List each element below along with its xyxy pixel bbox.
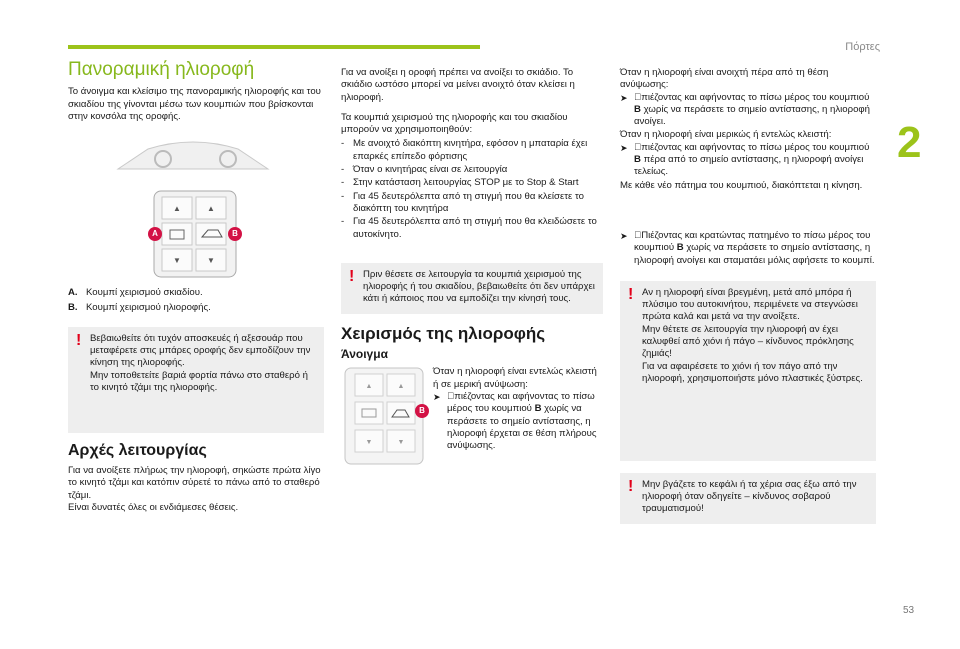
definition-text: Κουμπί χειρισμού σκιαδίου. <box>86 287 203 299</box>
arrow-icon: ➤ <box>620 92 628 103</box>
conditions-list <box>341 138 603 240</box>
warning-box <box>620 281 876 461</box>
button-ref: B <box>634 103 641 115</box>
svg-text:▼: ▼ <box>173 256 181 266</box>
warning-icon: ! <box>628 477 634 495</box>
svg-text:▲: ▲ <box>365 383 373 391</box>
warning-text: Αν η ηλιοροφή είναι βρεγμένη, μετά από μπόρα ή πλύσιμο του αυτοκινήτου, περιμένετε να στεγνώσει πρώτα καλά και μετά να την ανοίξετε. Μην θέτετε σε λειτουργία την ηλιοροφή αν έχει καλυφθεί από χιόνι ή πάγο – κίνδυνος πρόκλησης ζημιάς! Για να αφαιρέσετε το χιόνι ή τον πάγο από την ηλιοροφή, χρησιμοποιήστε μόνο πλαστικές ξύστρες. <box>642 286 863 384</box>
svg-text:▲: ▲ <box>173 204 181 214</box>
header-bar <box>68 45 480 49</box>
console-drawing <box>68 131 324 281</box>
warning-box <box>341 263 603 314</box>
warning-icon: ! <box>76 331 82 349</box>
intro-text: Το άνοιγμα και κλείσιμο της πανοραμικής ηλιοροφής και του σκιαδίου της γίνονται μέσω των κουμπιών που βρίσκονται στην κονσόλα της οροφής. <box>68 86 321 122</box>
arrow-icon: ➤ <box>620 142 628 153</box>
subsection-title: Άνοιγμα <box>341 347 388 362</box>
column-2 <box>341 67 603 486</box>
paragraph: Όταν η ηλιοροφή είναι εντελώς κλειστή ή σε μερική ανύψωση: <box>433 366 597 390</box>
item-text: πιέζοντας και αφήνοντας το πίσω μέρος του κουμπιού <box>641 141 870 153</box>
warning-text: Πριν θέσετε σε λειτουργία τα κουμπιά χειρισμού της ηλιοροφής ή του σκιαδίου, βεβαιωθείτε ότι δεν υπάρχει κάτι ή κάποιος που να εμποδίζει την κίνησή τους. <box>363 268 595 305</box>
list-item: - Με ανοιχτό διακόπτη κινητήρα, εφόσον η μπαταρία έχει επαρκές επίπεδο φόρτισης <box>341 138 603 163</box>
paragraph: Όταν η ηλιοροφή είναι ανοιχτή πέρα από τη θέση ανύψωσης: <box>620 67 829 91</box>
svg-text:▲: ▲ <box>207 204 215 214</box>
roof-console-illustration <box>68 131 324 281</box>
button-b-drawing <box>341 366 427 466</box>
paragraph: Όταν η ηλιοροφή είναι μερικώς ή εντελώς κλειστή: <box>620 129 832 141</box>
opening-list <box>433 391 601 452</box>
arrow-icon: ➤ <box>620 230 628 241</box>
item-text: πιέζοντας και αφήνοντας το πίσω μέρος του κουμπιού <box>447 390 595 415</box>
warning-icon: ! <box>349 267 355 285</box>
column-3 <box>620 67 876 536</box>
definition-a <box>68 287 324 299</box>
paragraph: Τα κουμπιά χειρισμού της ηλιοροφής και του σκιαδίου μπορούν να χρησιμοποιηθούν: <box>341 111 568 136</box>
item-text: πέρα από το σημείο αντίστασης, η ηλιοροφή ανοίγει τελείως. <box>634 154 864 178</box>
list-item: - Για 45 δευτερόλεπτα από τη στιγμή που θα κλείσετε το διακόπτη του κινητήρα <box>341 191 603 216</box>
list <box>620 142 876 179</box>
warning-text: Βεβαιωθείτε ότι τυχόν αποσκευές ή αξεσουάρ που μεταφέρετε στις μπάρες οροφής δεν εμποδίζουν την κίνηση της ηλιοροφής. Μην τοποθετείτε βαριά φορτία πάνω στο σταθερό ή το κινητό τζάμι της ηλιοροφής. <box>90 332 311 393</box>
label-b-badge: B <box>228 227 242 241</box>
column-1 <box>68 59 324 522</box>
section-title: Χειρισμός της ηλιοροφής <box>341 323 546 343</box>
button-definitions <box>68 287 324 315</box>
warning-icon: ! <box>628 285 634 303</box>
item-text: Πιέζοντας και κρατώντας πατημένο το πίσω μέρος του κουμπιού <box>634 229 871 254</box>
section-title: Πανοραμική ηλιοροφή <box>68 59 255 80</box>
warning-text: Μην βγάζετε το κεφάλι ή τα χέρια σας έξω από την ηλιοροφή όταν οδηγείτε – κίνδυνος σοβαρού τραυματισμού! <box>642 478 857 515</box>
list-item <box>620 92 876 129</box>
section-title: Αρχές λειτουργίας <box>68 441 207 459</box>
item-text: χωρίς να περάσετε το σημείο αντίστασης, η ηλιοροφή έρχεται σε θέση πλήρους ανύψωσης. <box>447 403 597 452</box>
label-a-badge: A <box>148 227 162 241</box>
list-item: - Για 45 δευτερόλεπτα από τη στιγμή που θα κλειδώσετε το αυτοκίνητο. <box>341 216 603 241</box>
list-item <box>433 391 601 452</box>
button-ref: B <box>676 242 684 254</box>
definition-b <box>68 302 324 314</box>
button-ref: B <box>534 403 542 415</box>
item-text: χωρίς να περάσετε το σημείο αντίστασης, η ηλιοροφή ανοίγει. <box>634 103 870 128</box>
chapter-header: Πόρτες <box>845 41 880 53</box>
definition-key: B. <box>68 302 78 314</box>
warning-box <box>620 473 876 524</box>
svg-text:▼: ▼ <box>397 439 405 447</box>
svg-text:▼: ▼ <box>365 439 373 447</box>
page-number: 53 <box>903 605 915 616</box>
svg-text:▼: ▼ <box>207 256 215 266</box>
chapter-number: 2 <box>897 118 922 167</box>
list-item: - Όταν ο κινητήρας είναι σε λειτουργία <box>341 164 603 176</box>
list-item <box>620 230 876 267</box>
arrow-icon: ➤ <box>433 391 441 402</box>
paragraph: Με κάθε νέο πάτημα του κουμπιού, διακόπτεται η κίνηση. <box>620 179 863 191</box>
label-b-badge: B <box>415 404 429 418</box>
paragraph: Για να ανοίξει η οροφή πρέπει να ανοίξει το σκιάδιο. Το σκιάδιο ωστόσο μπορεί να μείνει ανοιχτό όταν κλείσει η ηλιοροφή. <box>341 67 575 103</box>
list <box>620 230 876 267</box>
item-text: πιέζοντας και αφήνοντας το πίσω μέρος του κουμπιού <box>641 91 870 103</box>
svg-text:▲: ▲ <box>397 383 405 391</box>
list-item: - Στην κατάσταση λειτουργίας STOP με το Stop & Start <box>341 177 603 189</box>
opening-text <box>433 366 601 453</box>
definition-text: Κουμπί χειρισμού ηλιοροφής. <box>86 302 211 314</box>
list <box>620 92 876 129</box>
opening-block <box>341 366 603 486</box>
definition-key: A. <box>68 287 78 299</box>
principle-text: Για να ανοίξετε πλήρως την ηλιοροφή, σηκώστε πρώτα λίγο το κινητό τζάμι και κατόπιν σύρετέ το πάνω από το σταθερό τζάμι. Είναι δυνατές όλες οι ενδιάμεσες θέσεις. <box>68 465 321 513</box>
item-text: χωρίς να περάσετε το σημείο αντίστασης, η ηλιοροφή ανοίγει και σταματάει μόλις αφήσετε το κουμπί. <box>634 242 875 266</box>
button-ref: B <box>634 154 641 166</box>
warning-box <box>68 327 324 433</box>
list-item <box>620 142 876 179</box>
